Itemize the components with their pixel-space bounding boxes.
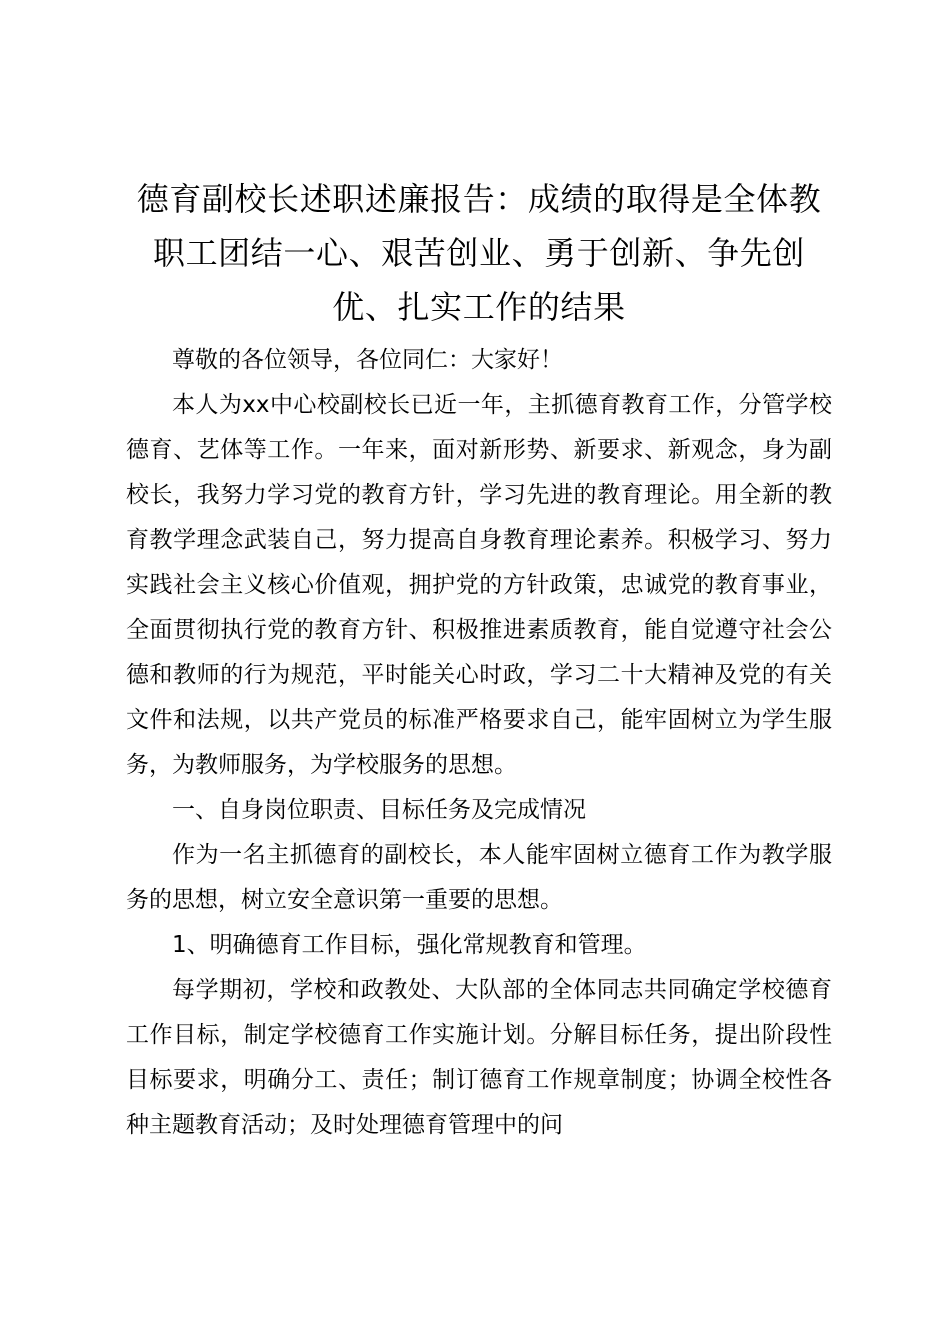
- paragraph-intro: 本人为xx中心校副校长已近一年，主抓德育教育工作，分管学校德育、艺体等工作。一年来，面对新形势、新要求、新观念，身为副校长，我努力学习党的教育方针，学习先进的教育理论。用全新的教育教学理念武装自己，努力提高自身教育理论素养。积极学习、努力实践社会主义核心价值观，拥护党的方针政策，忠诚党的教育事业，全面贯彻执行党的教育方针、积极推进素质教育，能自觉遵守社会公德和教师的行为规范，平时能关心时政，学习二十大精神及党的有关文件和法规，以共产党员的标准严格要求自己，能牢固树立为学生服务，为教师服务，为学校服务的思想。: [126, 392, 832, 778]
- paragraph-greeting: 尊敬的各位领导，各位同仁：大家好！: [172, 347, 563, 373]
- document-title: 德育副校长述职述廉报告：成绩的取得是全体教职工团结一心、艰苦创业、勇于创新、争先创优、扎实工作的结果: [136, 180, 822, 326]
- section-heading-1: 一、自身岗位职责、目标任务及完成情况: [172, 797, 586, 823]
- document-page: [126, 172, 832, 1148]
- paragraph-subsection-1: 每学期初，学校和政教处、大队部的全体同志共同确定学校德育工作目标，制定学校德育工作实施计划。分解目标任务，提出阶段性目标要求，明确分工、责任；制订德育工作规章制度；协调全校性各种主题教育活动；及时处理德育管理中的问: [126, 977, 832, 1138]
- subsection-heading-1: 1、明确德育工作目标，强化常规教育和管理。: [172, 932, 647, 958]
- paragraph-section-1: 作为一名主抓德育的副校长，本人能牢固树立德育工作为教学服务的思想，树立安全意识第一重要的思想。: [126, 842, 832, 913]
